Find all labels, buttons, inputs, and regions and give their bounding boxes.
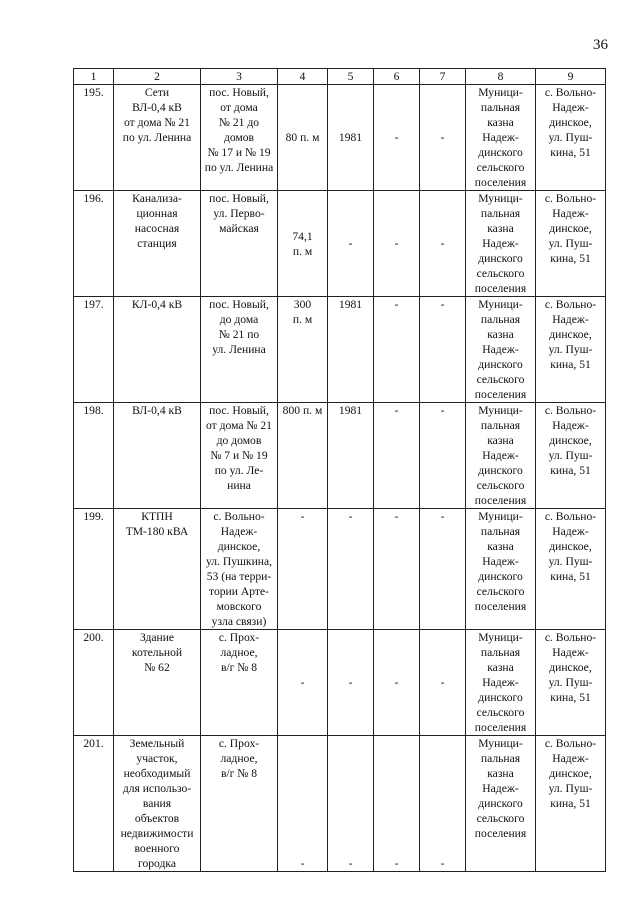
owner-location: с. Вольно- Надеж- динское, ул. Пуш- кина, 51 [536,191,606,297]
object-name: Земельный участок, необходимый для использо- вания объектов недвижимости военного городка [114,736,201,872]
table-row [74,403,606,509]
object-year: - [328,630,374,736]
table-row [74,85,606,191]
column-6-value: - [374,297,420,403]
owner-location: с. Вольно- Надеж- динское, ул. Пуш- кина, 51 [536,736,606,872]
object-name: КТПН ТМ-180 кВА [114,509,201,630]
object-owner: Муници- пальная казна Надеж- динского сельского поселения [466,630,536,736]
column-6-value: - [374,630,420,736]
column-6-value: - [374,403,420,509]
column-7-value: - [420,736,466,872]
column-header: 1 [74,69,114,85]
owner-location: с. Вольно- Надеж- динское, ул. Пуш- кина, 51 [536,509,606,630]
object-year: - [328,736,374,872]
column-header: 3 [201,69,278,85]
object-owner: Муници- пальная казна Надеж- динского сельского поселения [466,736,536,872]
object-length: - [278,630,328,736]
column-header: 2 [114,69,201,85]
object-owner: Муници- пальная казна Надеж- динского сельского поселения [466,509,536,630]
object-length: - [278,736,328,872]
column-7-value: - [420,297,466,403]
row-number: 195. [74,85,114,191]
object-name: Здание котельной № 62 [114,630,201,736]
column-6-value: - [374,509,420,630]
object-name: ВЛ-0,4 кВ [114,403,201,509]
object-name: Сети ВЛ-0,4 кВ от дома № 21 по ул. Ленина [114,85,201,191]
owner-location: с. Вольно- Надеж- динское, ул. Пуш- кина, 51 [536,297,606,403]
row-number: 201. [74,736,114,872]
object-owner: Муници- пальная казна Надеж- динского сельского поселения [466,85,536,191]
column-header: 6 [374,69,420,85]
row-number: 200. [74,630,114,736]
object-length: 800 п. м [278,403,328,509]
column-6-value: - [374,85,420,191]
owner-location: с. Вольно- Надеж- динское, ул. Пуш- кина, 51 [536,85,606,191]
page-number: 36 [593,37,608,53]
row-number: 198. [74,403,114,509]
row-number: 196. [74,191,114,297]
owner-location: с. Вольно- Надеж- динское, ул. Пуш- кина, 51 [536,403,606,509]
column-header: 8 [466,69,536,85]
column-header: 9 [536,69,606,85]
table-row [74,509,606,630]
object-address: с. Прох- ладное, в/г № 8 [201,630,278,736]
table-row [74,191,606,297]
column-header: 4 [278,69,328,85]
object-name: КЛ-0,4 кВ [114,297,201,403]
object-name: Канализа- ционная насосная станция [114,191,201,297]
object-year: 1981 [328,85,374,191]
table-header-row [74,69,606,85]
row-number: 199. [74,509,114,630]
row-number: 197. [74,297,114,403]
object-address: пос. Новый, от дома № 21 до домов № 7 и № 19 по ул. Ле- нина [201,403,278,509]
column-7-value: - [420,509,466,630]
object-year: 1981 [328,403,374,509]
object-address: пос. Новый, до дома № 21 по ул. Ленина [201,297,278,403]
object-address: с. Прох- ладное, в/г № 8 [201,736,278,872]
column-7-value: - [420,85,466,191]
table-row [74,736,606,872]
column-6-value: - [374,736,420,872]
table-row [74,630,606,736]
object-length: 74,1 п. м [278,191,328,297]
object-owner: Муници- пальная казна Надеж- динского сельского поселения [466,297,536,403]
column-7-value: - [420,191,466,297]
column-6-value: - [374,191,420,297]
owner-location: с. Вольно- Надеж- динское, ул. Пуш- кина, 51 [536,630,606,736]
column-header: 7 [420,69,466,85]
object-length: - [278,509,328,630]
object-length: 80 п. м [278,85,328,191]
object-address: пос. Новый, от дома № 21 до домов № 17 и № 19 по ул. Ленина [201,85,278,191]
object-length: 300 п. м [278,297,328,403]
property-registry-table [73,68,606,872]
object-year: - [328,191,374,297]
object-address: пос. Новый, ул. Перво- майская [201,191,278,297]
column-7-value: - [420,403,466,509]
object-owner: Муници- пальная казна Надеж- динского сельского поселения [466,403,536,509]
object-address: с. Вольно- Надеж- динское, ул. Пушкина, 53 (на терри- тории Арте- мовского узла связи) [201,509,278,630]
object-owner: Муници- пальная казна Надеж- динского сельского поселения [466,191,536,297]
column-header: 5 [328,69,374,85]
table-row [74,297,606,403]
object-year: 1981 [328,297,374,403]
object-year: - [328,509,374,630]
column-7-value: - [420,630,466,736]
